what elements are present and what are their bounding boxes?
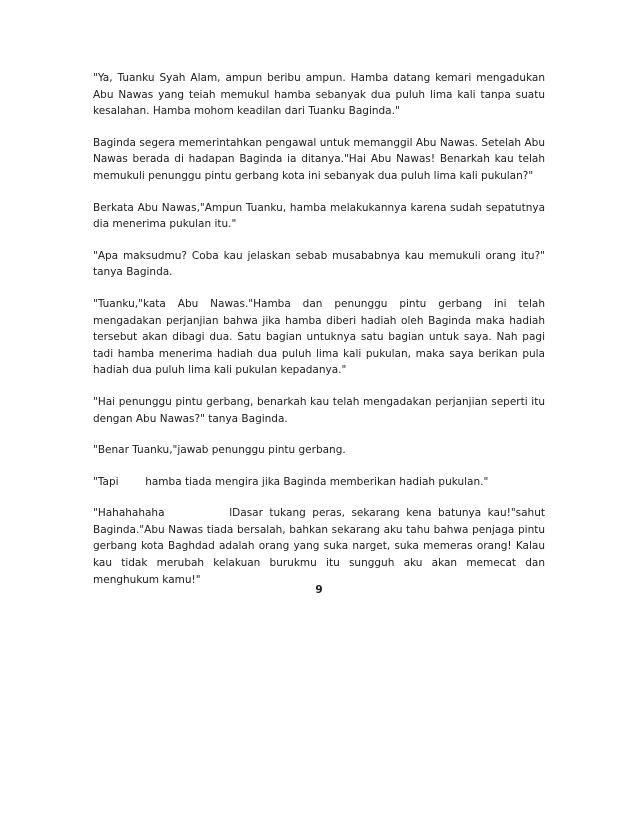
paragraph-2: Baginda segera memerintahkan pengawal untuk memanggil Abu Nawas. Setelah Abu Nawas berada di hadapan Baginda ia ditanya."Hai Abu Nawas! Benarkah kau telah memukuli penunggu pintu gerbang kota ini sebanyak dua puluh lima kali pukulan?" <box>93 136 545 182</box>
paragraph-7: "Benar Tuanku,"jawab penunggu pintu gerbang. <box>93 444 346 457</box>
paragraph-6: "Hai penunggu pintu gerbang, benarkah kau telah mengadakan perjanjian seperti itu dengan Abu Nawas?" tanya Baginda. <box>93 395 545 425</box>
paragraph-9: "Hahahahaha lDasar tukang peras, sekarang kena batunya kau!"sahut Baginda."Abu Nawas tiada bersalah, bahkan sekarang aku tahu bahwa penjaga pintu gerbang kota Baghdad adalah orang yang suka narget, suka memeras orang! Kalau kau tidak merubah kelakuan burukmu itu sungguh aku akan memecat dan menghukum kamu!" <box>93 507 549 586</box>
paragraph-3: Berkata Abu Nawas,"Ampun Tuanku, hamba melakukannya karena sudah sepatutnya dia menerima pukulan itu." <box>93 201 545 231</box>
page-number: 9 <box>315 584 323 596</box>
story-text <box>93 70 549 603</box>
paragraph-1: "Ya, Tuanku Syah Alam, ampun beribu ampun. Hamba datang kemari mengadukan Abu Nawas yang teiah memukul hamba sebanyak dua puluh lima kali tanpa suatu kesalahan. Hamba mohom keadilan dari Tuanku Baginda." <box>93 72 545 118</box>
paragraph-4: "Apa maksudmu? Coba kau jelaskan sebab musababnya kau memukuli orang itu?" tanya Baginda. <box>93 249 545 279</box>
paragraph-5: "Tuanku,"kata Abu Nawas."Hamba dan penunggu pintu gerbang ini telah mengadakan perjanjian bahwa jika hamba diberi hadiah oleh Baginda maka hadiah tersebut akan dibagi dua. Satu bagian untuknya satu bagian untuk saya. Nah pagi tadi hamba menerima hadiah dua puluh lima kali pukulan, maka saya berikan pula hadiah dua puluh lima kali pukulan kepadanya." <box>93 297 545 377</box>
paragraph-8: "Tapi hamba tiada mengira jika Baginda memberikan hadiah pukulan." <box>93 475 489 488</box>
